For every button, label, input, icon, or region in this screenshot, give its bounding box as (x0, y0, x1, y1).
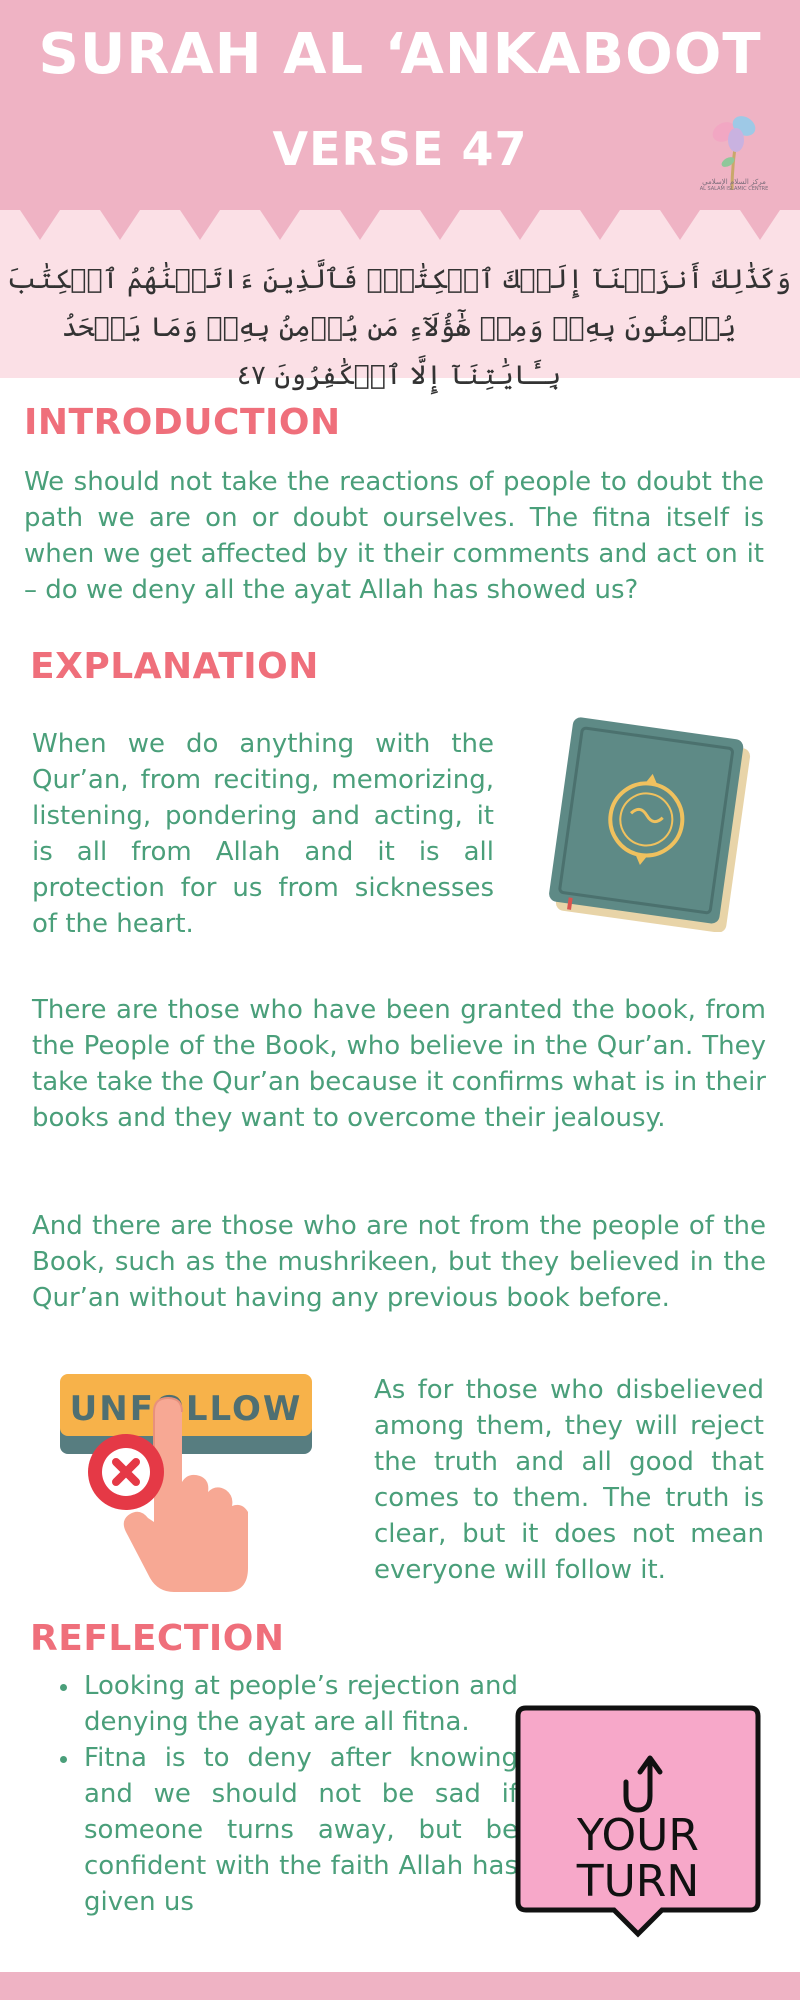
zigzag-divider (0, 208, 800, 258)
explanation-paragraph-4: As for those who disbelieved among them, they will reject the truth and all good that comes to them. The truth is clear, but it does not mean everyone will follow it. (374, 1375, 764, 1585)
explanation-paragraph-2: There are those who have been granted the book, from the People of the Book, who believe in the Qur’an. They take take the Qur’an because it confirms what is in their books and they want to overcome their jealousy. (32, 995, 766, 1133)
introduction-text: We should not take the reactions of people to doubt the path we are on or doubt ourselves. The fitna itself is when we get affected by it their comments and act on it – do we deny all the ayat Allah has showed us? (24, 467, 764, 605)
explanation-paragraph-1: When we do anything with the Qur’an, from reciting, memorizing, listening, pondering and acting, it is all from Allah and it is all protection for us from sicknesses of the heart. (32, 729, 494, 939)
reflection-item: Fitna is to deny after knowing and we should not be sad if someone turns away, but be confident with the faith Allah has given us (84, 1740, 518, 1920)
introduction-heading: INTRODUCTION (24, 402, 341, 443)
verse-number: VERSE 47 (272, 122, 528, 176)
page-title: SURAH AL ‘ANKABOOT (38, 22, 762, 87)
unfollow-button-icon (58, 1372, 318, 1600)
unfollow-label: UNFOLLOW (69, 1389, 303, 1429)
reflection-heading: REFLECTION (30, 1618, 285, 1659)
footer-bar (0, 1972, 800, 2000)
your-turn-line-1: YOUR (577, 1810, 699, 1861)
quran-book-icon (530, 712, 770, 932)
your-turn-line-2: TURN (576, 1856, 700, 1907)
reflection-item: Looking at people’s rejection and denying the ayat are all fitna. (84, 1668, 518, 1740)
logo-english-text: AL SALAM ISLAMIC CENTRE (699, 186, 769, 192)
arabic-verse: وَكَذَٰلِكَ أَنزَلۡنَآ إِلَيۡكَ ٱلۡكِتَٰبَۚ فَٱلَّذِينَ ءَاتَيۡنَٰهُمُ ٱلۡكِتَٰبَ يُؤۡمِنُونَ بِهِۦۖ وَمِنۡ هَٰٓؤُلَآءِ مَن يُؤۡمِنُ بِهِۦۚ وَمَا يَجۡحَدُ بِـَٔايَٰتِنَآ إِلَّا ٱلۡكَٰفِرُونَ ٤٧ (6, 264, 792, 391)
explanation-heading: EXPLANATION (30, 646, 319, 687)
explanation-paragraph-3: And there are those who are not from the people of the Book, such as the mushrikeen, but they believed in the Qur’an without having any previous book before. (32, 1211, 766, 1313)
logo-caption (690, 178, 778, 192)
your-turn-bubble-icon (514, 1702, 762, 1942)
reflection-list (30, 1668, 518, 1920)
logo-arabic-text: مركز السلام الإسلامي (702, 178, 766, 186)
